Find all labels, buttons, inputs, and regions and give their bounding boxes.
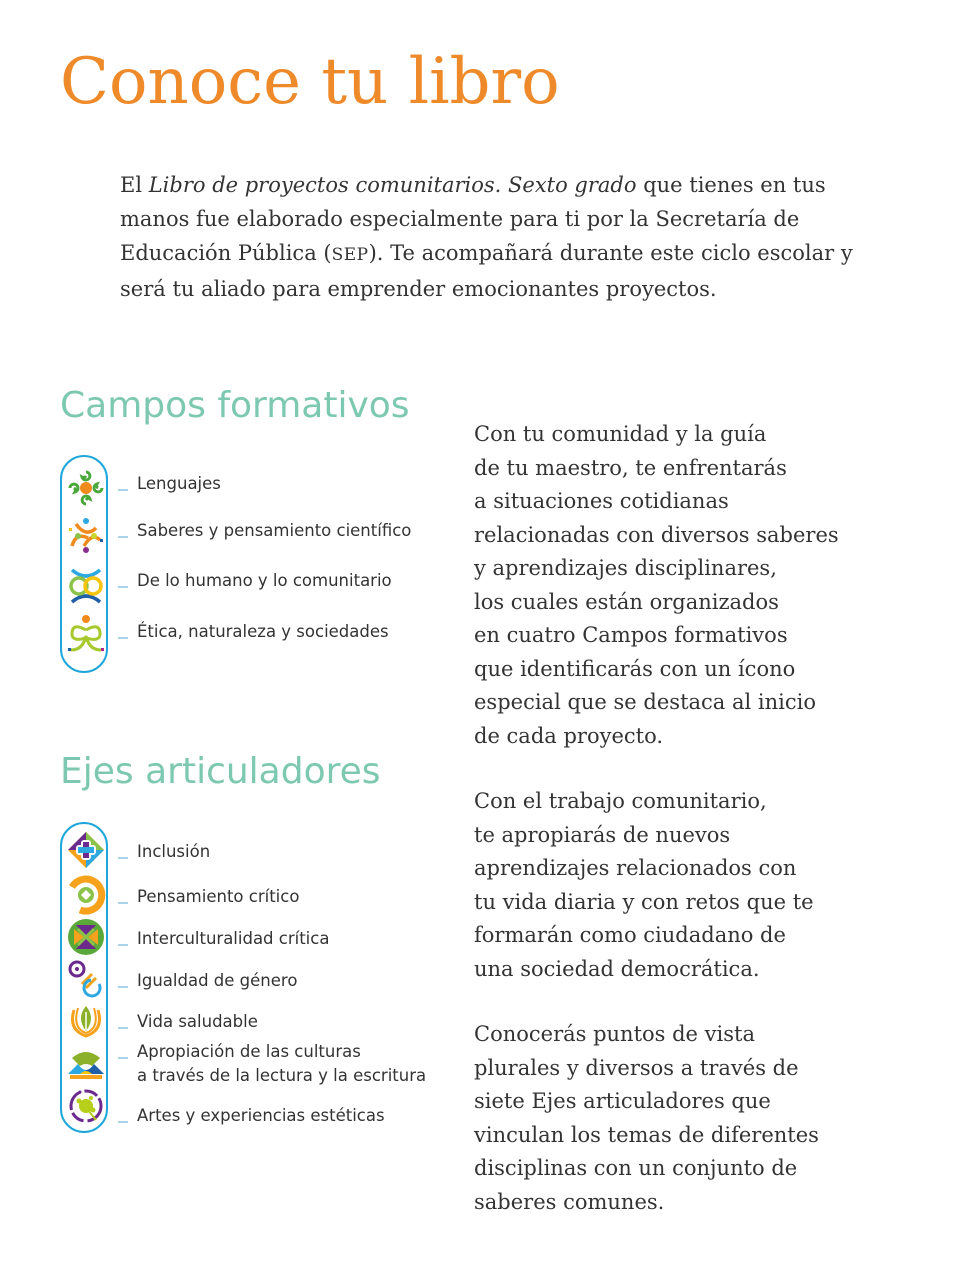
eje-label: Interculturalidad crítica [137, 929, 330, 948]
lenguajes-icon [66, 468, 106, 508]
text-line: que identificarás con un ícono [474, 656, 796, 681]
connector-dash [118, 536, 128, 538]
artes-icon [66, 1086, 106, 1126]
saberes-icon [66, 516, 106, 556]
paragraph-campos [474, 418, 914, 753]
interculturalidad-icon [66, 917, 106, 957]
connector-dash [118, 986, 128, 988]
text-line: a situaciones cotidianas [474, 489, 729, 513]
eje-item-igualdad-genero [118, 969, 297, 993]
inclusion-icon [66, 830, 106, 870]
eje-label: Artes y experiencias estéticas [137, 1106, 385, 1125]
text-line: te apropiarás de nuevos [474, 822, 731, 847]
campos-heading: Campos formativos [60, 385, 410, 426]
campo-item-lenguajes [118, 472, 221, 496]
eje-item-artes [118, 1104, 385, 1128]
page-title: Conoce tu libro [60, 45, 560, 119]
campo-label: De lo humano y lo comunitario [137, 571, 392, 590]
connector-dash [118, 944, 128, 946]
text-line: saberes comunes. [474, 1189, 665, 1214]
text-line: Conocerás puntos de vista [474, 1022, 755, 1046]
etica-naturaleza-icon [66, 614, 106, 654]
eje-item-inclusion [118, 840, 210, 864]
eje-label: Pensamiento crítico [137, 887, 300, 906]
eje-label-line2: a través de la lectura y la escritura [137, 1066, 427, 1085]
connector-dash [118, 857, 128, 859]
apropiacion-culturas-icon [66, 1044, 106, 1084]
vida-saludable-icon [66, 1000, 106, 1040]
paragraph-trabajo-comunitario [474, 785, 914, 986]
eje-label: Vida saludable [137, 1012, 258, 1031]
eje-label: Apropiación de las culturas [137, 1042, 361, 1061]
campo-label: Ética, naturaleza y sociedades [137, 622, 389, 641]
igualdad-genero-icon [66, 958, 106, 998]
text-line: vinculan los temas de diferentes [474, 1122, 819, 1147]
eje-label: Igualdad de género [137, 971, 298, 990]
intro-part2: ). Te acompañará durante este ciclo escolar y será tu aliado para emprender emocionantes proyectos. [120, 241, 853, 301]
paragraph-ejes [474, 1018, 914, 1219]
connector-dash [118, 902, 128, 904]
text-line: y aprendizajes disciplinares, [474, 556, 777, 580]
text-line: siete Ejes articuladores que [474, 1089, 771, 1113]
humano-comunitario-icon [66, 566, 106, 606]
text-line: una sociedad democrática. [474, 956, 760, 981]
intro-lead: El [120, 173, 149, 197]
intro-part1: que tienes en tus manos fue elaborado especialmente para ti por la Secretaría de Educación Pública ( [120, 173, 826, 265]
text-line: Con tu comunidad y la guía [474, 422, 767, 446]
eje-label: Inclusión [137, 842, 211, 861]
text-line: formarán como ciudadano de [474, 923, 786, 947]
connector-dash [118, 1121, 128, 1123]
text-line: plurales y diversos a través de [474, 1055, 799, 1080]
campo-item-saberes [118, 519, 411, 543]
text-line: de tu maestro, te enfrentarás [474, 455, 787, 480]
campo-label: Lenguajes [137, 474, 221, 493]
eje-item-interculturalidad [118, 927, 329, 951]
ejes-heading: Ejes articuladores [60, 751, 381, 792]
text-line: relacionadas con diversos saberes [474, 522, 839, 547]
sep-acronym: SEP [331, 245, 369, 265]
eje-item-vida-saludable [118, 1010, 258, 1034]
text-line: especial que se destaca al inicio [474, 690, 816, 714]
campo-label: Saberes y pensamiento científico [137, 521, 412, 540]
text-line: de cada proyecto. [474, 723, 664, 748]
connector-dash [118, 1057, 128, 1059]
campo-item-etica [118, 620, 389, 644]
book-title: Libro de proyectos comunitarios. Sexto grado [148, 173, 637, 197]
connector-dash [118, 1027, 128, 1029]
campo-item-humano [118, 569, 392, 593]
text-line: en cuatro Campos formativos [474, 623, 788, 647]
text-line: los cuales están organizados [474, 589, 779, 614]
text-line: aprendizajes relacionados con [474, 856, 797, 880]
pensamiento-critico-icon [66, 875, 106, 915]
eje-item-pensamiento-critico [118, 885, 299, 909]
connector-dash [118, 637, 128, 639]
text-line: disciplinas con un conjunto de [474, 1156, 798, 1180]
connector-dash [118, 489, 128, 491]
text-line: Con el trabajo comunitario, [474, 789, 767, 813]
intro-paragraph [120, 168, 860, 306]
eje-item-apropiacion-culturas [118, 1040, 426, 1088]
connector-dash [118, 586, 128, 588]
text-line: tu vida diaria y con retos que te [474, 889, 814, 914]
